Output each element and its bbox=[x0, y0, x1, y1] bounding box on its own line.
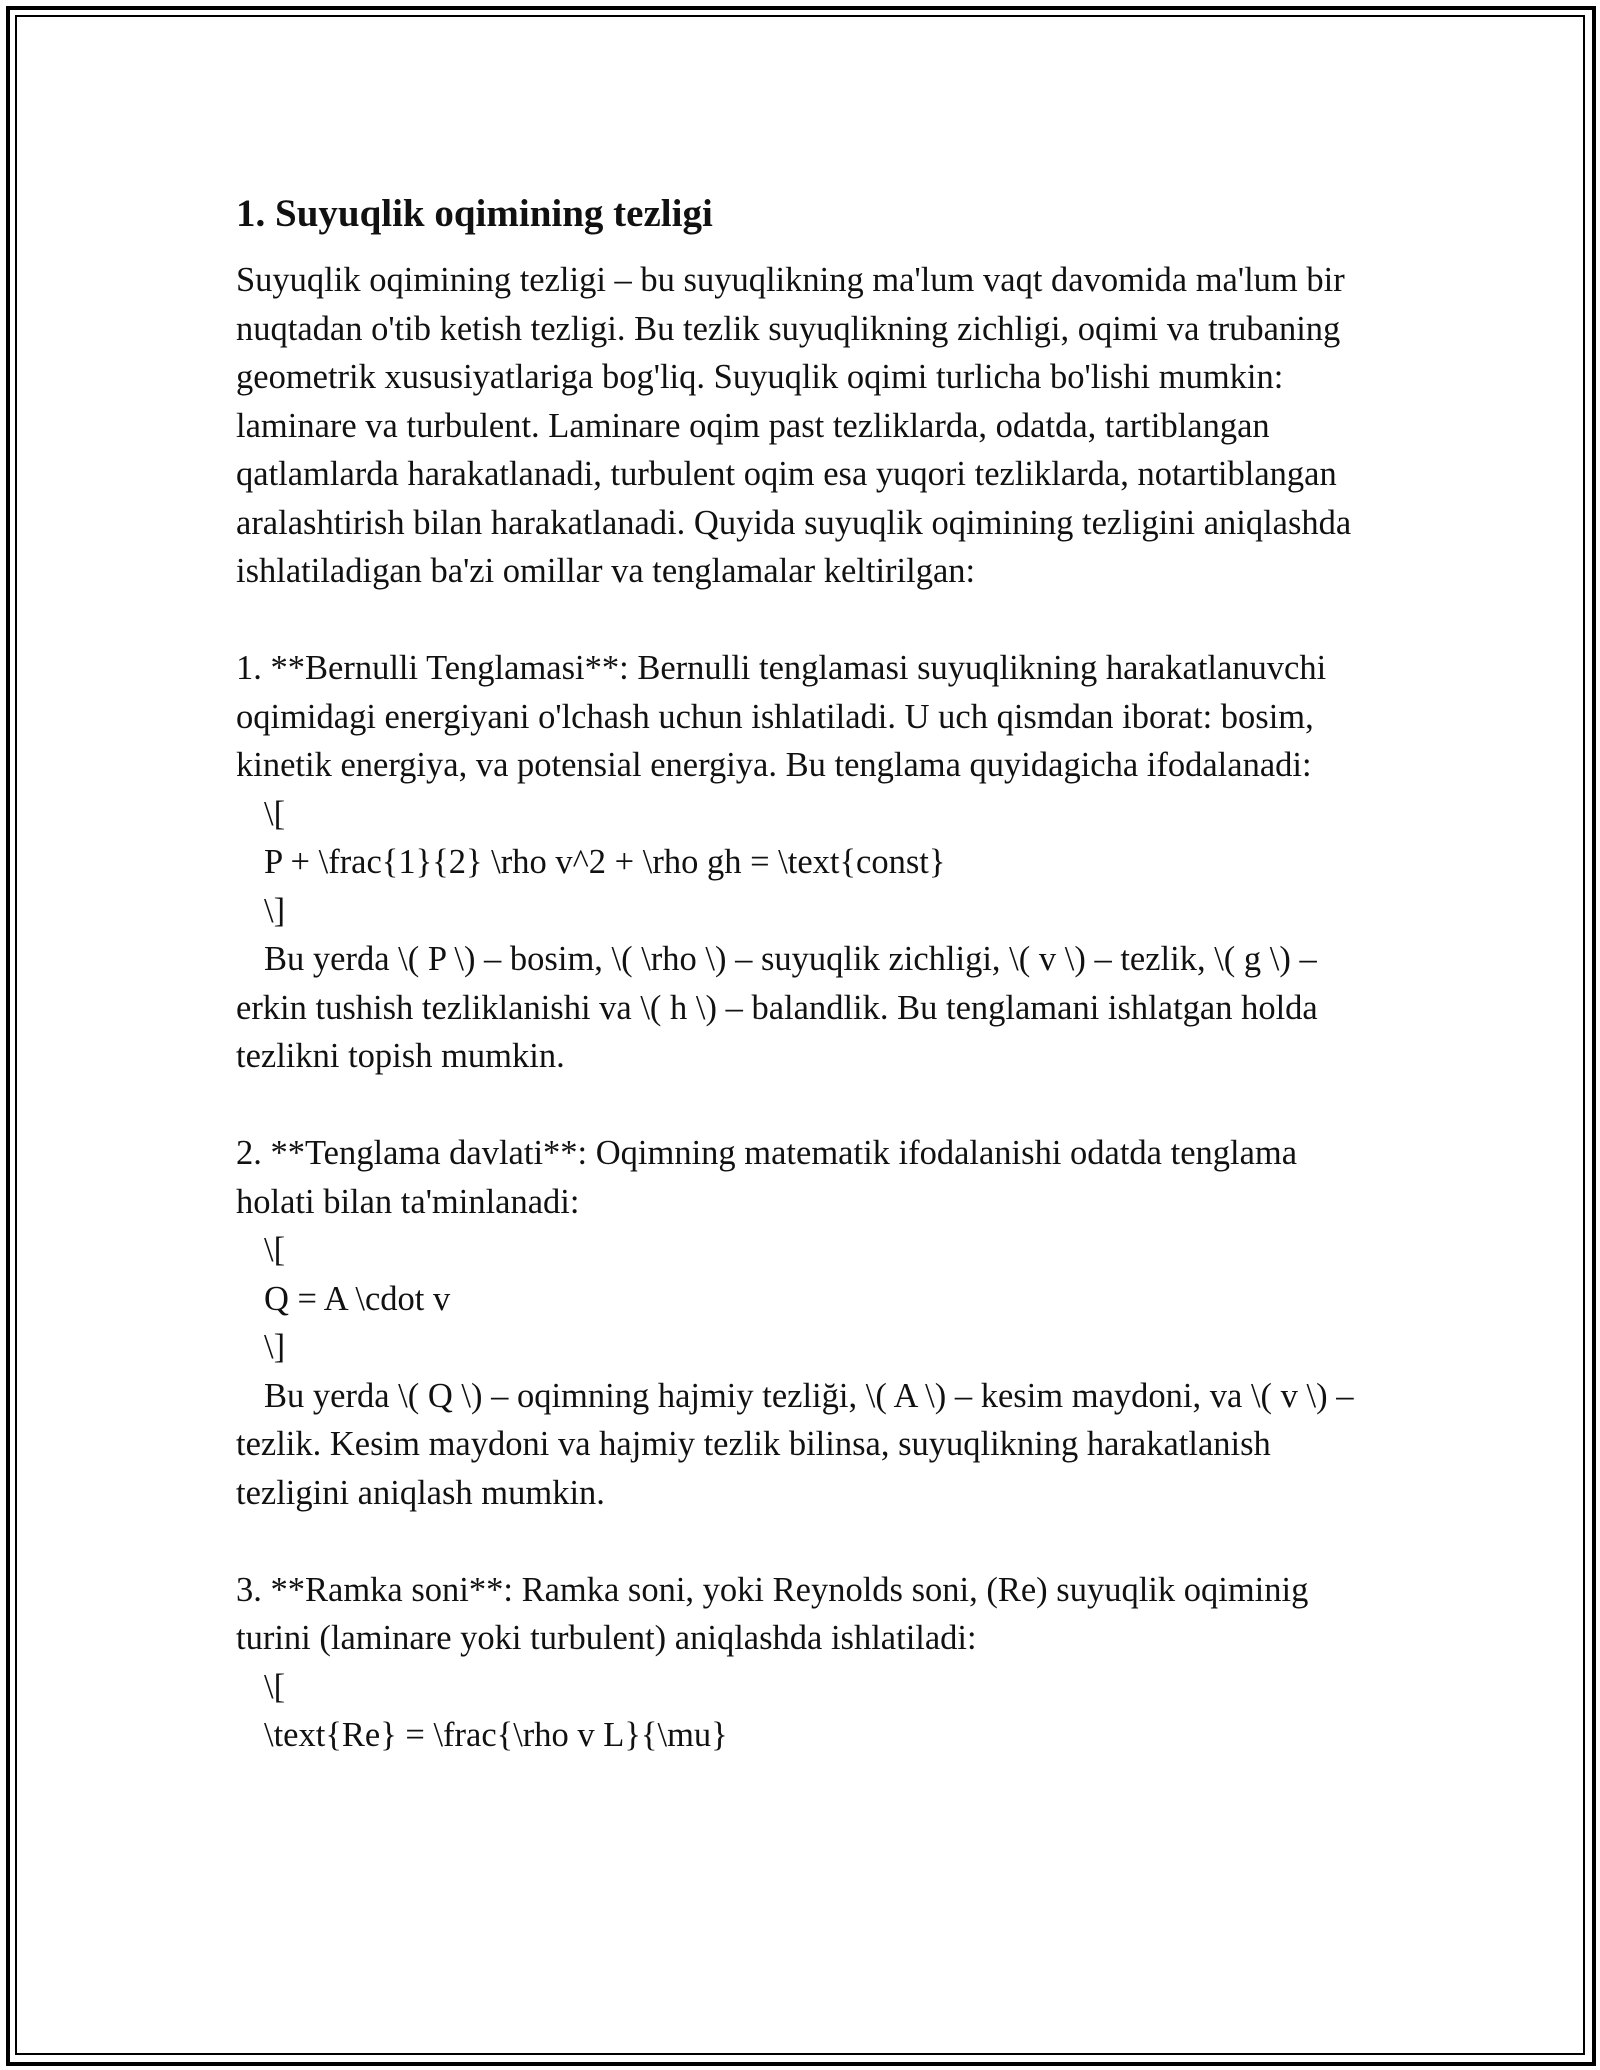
formula-reynolds: \text{Re} = \frac{\rho v L}{\mu} bbox=[264, 1716, 728, 1754]
document-body bbox=[236, 188, 1376, 1760]
item-explanation: Bu yerda \( P \) – bosim, \( \rho \) – suyuqlik zichligi, \( v \) – tezlik, \( g \) – erkin tushish tezliklanishi va \( h \) – balandlik. Bu tenglamani ishlatgan holda tezlikni topish mumkin. bbox=[236, 940, 1318, 1075]
list-item-reynolds bbox=[236, 1566, 1376, 1760]
item-explanation: Bu yerda \( Q \) – oqimning hajmiy tezliği, \( A \) – kesim maydoni, va \( v \) – tezlik. Kesim maydoni va hajmiy tezlik bilinsa, suyuqlikning harakatlanish tezligini aniqlash mumkin. bbox=[236, 1376, 1354, 1512]
formula-close: \] bbox=[264, 1328, 286, 1366]
list-item-continuity bbox=[236, 1129, 1376, 1517]
formula-open: \[ bbox=[264, 794, 286, 833]
formula-continuity: Q = A \cdot v bbox=[264, 1279, 451, 1318]
section-title: 1. Suyuqlik oqimining tezligi bbox=[236, 192, 713, 235]
formula-bernoulli: P + \frac{1}{2} \rho v^2 + \rho gh = \text{const} bbox=[264, 843, 946, 881]
list-item-bernoulli bbox=[236, 644, 1376, 1081]
formula-open: \[ bbox=[264, 1231, 286, 1269]
formula-open: \[ bbox=[264, 1667, 286, 1706]
item-heading: 1. **Bernulli Tenglamasi**: Bernulli tenglamasi suyuqlikning harakatlanuvchi oqimidagi energiyani o'lchash uchun ishlatiladi. U uch qismdan iborat: bosim, kinetik energiya, va potensial energiya. Bu tenglama quyidagicha ifodalanadi: bbox=[236, 649, 1327, 784]
item-heading: 3. **Ramka soni**: Ramka soni, yoki Reynolds soni, (Re) suyuqlik oqiminig turini (laminare yoki turbulent) aniqlashda ishlatiladi: bbox=[236, 1570, 1309, 1657]
item-heading: 2. **Tenglama davlati**: Oqimning matematik ifodalanishi odatda tenglama holati bilan ta'minlanadi: bbox=[236, 1134, 1298, 1221]
intro-paragraph: Suyuqlik oqimining tezligi – bu suyuqlikning ma'lum vaqt davomida ma'lum bir nuqtadan o'tib ketish tezligi. Bu tezlik suyuqlikning zichligi, oqimi va trubaning geometrik xususiyatlariga bog'liq. Suyuqlik oqimi turlicha bo'lishi mumkin: laminare va turbulent. Laminare oqim past tezliklarda, odatda, tartiblangan qatlamlarda harakatlanadi, turbulent oqim esa yuqori tezliklarda, notartiblangan aralashtirish bilan harakatlanadi. Quyida suyuqlik oqimining tezligini aniqlashda ishlatiladigan ba'zi omillar va tenglamalar keltirilgan: bbox=[236, 261, 1352, 590]
formula-close: \] bbox=[264, 891, 286, 930]
